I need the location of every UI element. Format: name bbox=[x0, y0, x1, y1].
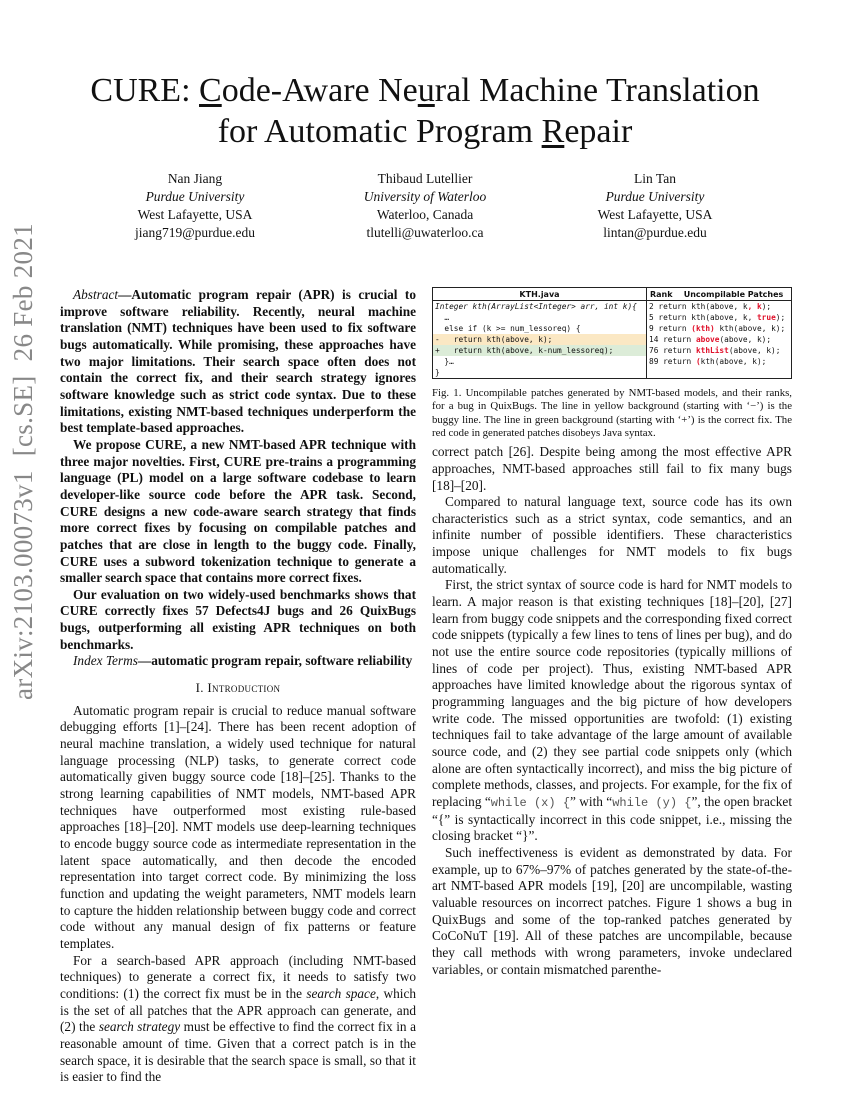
body-paragraph: Automatic program repair is crucial to reduce manual software debugging efforts [1]–[24]. There has been recent adoption of neural machine translation, a widely used technique for natural language processing (NLP) tasks, to generate correct code automatically given buggy source code [18]–[25]. Thanks to the strong learning capabilities of NMT models, NMT-based APR techniques have outperformed most existing rule-based approaches [18]–[20]. NMT models use deep-learning techniques to encode buggy source code as intermediate representation in the latent space automatically, and then decode the encoded representation into target correct code. By minimizing the loss function and updating the weight parameters, NMT models learn to capture the hidden relationship between buggy code and correct code without any manual design of fix patterns or feature templates. bbox=[60, 702, 416, 951]
patch-row: 9 return (kth) kth(above, k); bbox=[649, 324, 786, 333]
author: Lin Tan Purdue University West Lafayette, USA lintan@purdue.edu bbox=[597, 171, 713, 240]
code-line: }… bbox=[435, 357, 454, 366]
index-terms: Index Terms—automatic program repair, software reliability bbox=[73, 653, 413, 669]
body-paragraph: correct patch [26]. Despite being among the most effective APR approaches, NMT-based approaches still fail to fix many bugs [18]–[20]. bbox=[432, 444, 792, 493]
author: Thibaud Lutellier University of Waterloo Waterloo, Canada tlutelli@uwaterloo.ca bbox=[363, 171, 487, 240]
abstract-paragraph: We propose CURE, a new NMT-based APR technique with three major novelties. First, CURE pre-trains a programming language (PL) model on a large software codebase to learn developer-like source code before the APR task. Second, CURE designs a new code-aware search strategy that finds more correct fixes by focusing on compilable patches and patches that are close in length to the buggy code. Finally, CURE uses a subword tokenization technique to generate a smaller search space that contains more correct fixes. bbox=[60, 436, 416, 586]
section-heading: I. Introduction bbox=[195, 680, 281, 696]
body-paragraph: Such ineffectiveness is evident as demonstrated by data. For example, up to 67%–97% of patches generated by the state-of-the-art NMT-based APR models [19], [20] are uncompilable, wasting valuable resources on incorrect patches. Figure 1 shows a bug in QuixBugs and some of the top-ranked patches generated by CoCoNuT [19]. All of these patches are uncompilable, because they call methods with wrong parameters, invoke undeclared variables, or contain mismatched parenthe- bbox=[432, 844, 792, 977]
fixed-line: + return kth(above, k-num_lessoreq); bbox=[433, 345, 646, 356]
abstract: Abstract—Automatic program repair (APR) is crucial to improve software reliability. Recently, neural machine translation (NMT) techniques have been used to fix software bugs automatically. While promising, these approaches have two major limitations. Their search space often does not contain the correct fix, and their search strategy ignores software knowledge such as strict code syntax. Due to these limitations, existing NMT-based techniques underperform the best template-based approaches. bbox=[60, 287, 416, 436]
body-paragraph: For a search-based APR approach (including NMT-based techniques) to generate a correct fix, it needs to satisfy two conditions: (1) the correct fix must be in the search space, which is the set of all patches that the APR approach can generate, and (2) the search strategy must be effective to find the correct fix in a reasonable amount of time. Given that a correct patch is in the search space, it is desirable that the search space is small, so that it is easier to find the bbox=[60, 952, 416, 1085]
body-paragraph: First, the strict syntax of source code is hard for NMT models to learn. A major reason is that existing techniques [18]–[20], [27] learn from buggy code snippets and the corresponding fixed correct code snippets (typically a few lines to tens of lines per bug), and do not use the entire source code repositories (typically millions of lines of code per project). Thus, existing NMT-based APR approaches have limited knowledge about the rigorous syntax of programming languages and the big picture of how developers write code. The missed opportunities are twofold: (1) existing techniques fail to take advantage of the large amount of available source code, and (2) they see partial code snippets only (which alone are often syntactically incorrect), and miss the big picture of complete methods, classes, and projects. For example, for the fix of replacing “while (x) {” with “while (y) {”, the open bracket “{” is syntactically incorrect in this code snippet, i.e., missing the closing bracket “}”. bbox=[432, 577, 793, 844]
code-line: } bbox=[435, 368, 440, 377]
patches-header: Uncompilable Patches bbox=[683, 290, 784, 299]
code-line: else if (k >= num_lessoreq) { bbox=[435, 324, 581, 333]
left-column bbox=[60, 287, 416, 1086]
code-line: … bbox=[435, 313, 450, 322]
file-name: KTH.java bbox=[433, 288, 646, 301]
patch-row: 2 return kth(above, k, k); bbox=[649, 302, 772, 311]
figure-caption: Fig. 1. Uncompilable patches generated by NMT-based models, and their ranks, for a bug in QuixBugs. The line in yellow background (starting with ‘−’) is the buggy line. The line in green background (starting with ‘+’) is the correct fix. The red code in generated patches disobeys Java syntax. bbox=[432, 387, 792, 439]
right-column bbox=[432, 444, 792, 978]
code-line: Integer kth(ArrayList<Integer> arr, int k){ bbox=[435, 302, 637, 311]
author-list bbox=[90, 170, 760, 242]
buggy-line: - return kth(above, k); bbox=[433, 334, 646, 345]
right-column-wrapper bbox=[432, 287, 792, 978]
rank-header: Rank bbox=[650, 290, 673, 299]
abstract-paragraph: Our evaluation on two widely-used benchmarks shows that CURE correctly fixes 57 Defects4J bugs and 26 QuixBugs bugs, outperforming all existing APR techniques on both benchmarks. bbox=[60, 586, 416, 652]
patch-row: 76 return kthList(above, k); bbox=[649, 346, 781, 355]
figure-1 bbox=[432, 287, 792, 379]
arxiv-stamp: arXiv:2103.00073v1 [cs.SE] 26 Feb 2021 bbox=[8, 223, 38, 700]
paper-title: CURE: Code-Aware Neural Machine Translation for Automatic Program Repair bbox=[90, 72, 760, 150]
patch-row: 5 return kth(above, k, true); bbox=[649, 313, 786, 322]
body-paragraph: Compared to natural language text, source code has its own characteristics such as a strict syntax, code semantics, and an infinite number of possible identifiers. These characteristics impose unique challenges for NMT models to fix bugs automatically. bbox=[432, 494, 792, 576]
patch-row: 89 return (kth(above, k); bbox=[649, 357, 767, 366]
patch-row: 14 return above(above, k); bbox=[649, 335, 772, 344]
author: Nan Jiang Purdue University West Lafayette, USA jiang719@purdue.edu bbox=[134, 171, 256, 240]
